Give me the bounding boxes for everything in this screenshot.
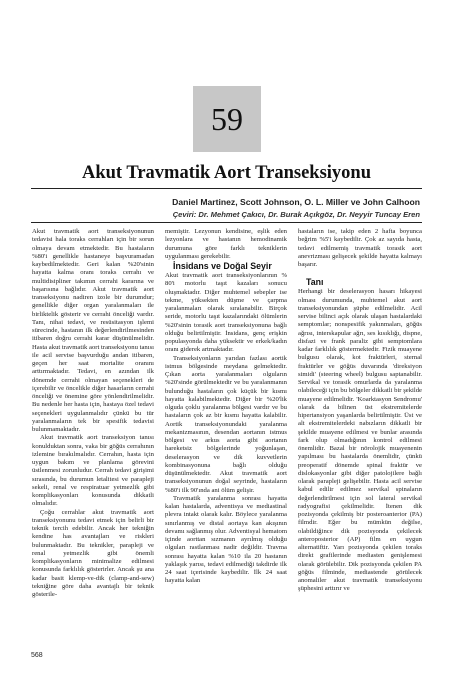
translators-line: Çeviri: Dr. Mehmet Çakıcı, Dr. Burak Açıkgöz, Dr. Neyyir Tuncay Eren <box>172 210 420 219</box>
title-rule-bottom <box>31 222 422 223</box>
paragraph: Akut travmatik aort transeksiyonlarının % 80'i motorlu taşıt kazaları sonucu oluşmaktadır. Diğer muhtemel sebepler ise tekme, yüksekten düşme ve çarpma yaralanmaları olarak sıralanabilir. Birçok seride, motorlu taşıt kazalarındaki ölümlerin %20'sinin torasik aort transeksiyonuna bağlı olduğu belirtilmiştir. İnsidans, genç erişkin populasyonda daha yüksektir ve erkek/kadın oranı giderek artmaktadır. <box>165 272 287 354</box>
chapter-number: 59 <box>211 100 243 137</box>
section-heading-incidence: İnsidans ve Doğal Seyir <box>173 261 272 271</box>
paragraph: memiştir. Lezyonun kendisine, eşlik eden lezyonlara ve hastanın hemodinamik durumuna göre farklı tekniklerin uygulanması gerekebilir. <box>165 228 287 260</box>
paragraph: Herhangi bir deselerasyon hasarı hikayesi olması durumunda, muhtemel akut aort transeksiyonundan şüphe edilmelidir. Acil servise bilinci açık olarak ulaşan hastalardaki semptomlar; nonspesifik yakınmaları, göğüs ağrısı, interskapular ağrı, ses kısıklığı, dispne, disfazi ve frank paraliz gibi semptomlara kadar farklılık göstermektedir. Fizik muayene bulgusu olarak, kot fraktürleri, sternal fraktürler ve göğüs duvarında 'direksiyon simidi' (steering wheel) bulgusu saptanabilir. Servikal ve torasik omurlarda da yaralanma olabileceği için bu bölgeler dikkatli bir şekilde muayene edilmelidir. 'Koarktasyon Sendromu' olarak da bilinen üst ekstremitelerde hipertansiyon yaşanlarda belirtilmiştir. Üst ve alt ekstremitelerdeki nabızların dikkatli bir şekilde muayene edilmesi ve bunlar arasında fark olup olmadığının kontrol edilmesi önemlidir. Bazal bir nörolojik muayenenin yapılması bu hastalarda önemlidir, çünkü preoperatif dönemde spinal fraktür ve dislokasyonlar gibi diğer patolojilere bağlı olarak parapleji gelişebilir. Hasta acil servise kabul edilir edilmez servikal spinaların değerlendirilmesi için sol lateral servikal radyografisi çekilmelidir. İtenen dik pozisyonda çekilmiş bir posteroanterior (PA) filmdir. Eğer bu mümkün değilse, olabildiğince dik pozisyonda çekilecek anteroposterior (AP) film en uygun alternatiftir. Yarı pozisyonda çekilen toraks direkt grafilerinde mediasten genişlemesi olarak görülebilir. Dik pozisyonda çekilen PA göğüs filminde, mediastende görülecek anomaliler akut travmatik transeksiyonu şüphesini arttırır ve <box>298 288 422 593</box>
page-number: 568 <box>31 652 43 659</box>
title-rule-top <box>31 188 422 189</box>
section-heading-diagnosis: Tanı <box>306 277 324 288</box>
column-right <box>298 228 422 594</box>
chapter-number-box <box>193 86 261 152</box>
column-left <box>32 228 154 599</box>
paragraph: Akut travmatik aort transeksiyon tanısı konulduktan sonra, vaka bir göğüs cerrahının izlemine bırakılmalıdır. Cerrahın, hasta için uygun bakım ve planlama görevini üstlenmesi zorunludur. Cerrah tedavi girişimi sırasında, bu durumun letalitesi ve parapleji sekeli, renal ve respiratuar yetmezlik gibi komplikasyonları konusunda dikkatli olmalıdır. <box>32 434 154 508</box>
column-middle <box>165 228 287 586</box>
paragraph: Transeksiyonların yarıdan fazlası aortik istmus bölgesinde meydana gelmektedir. Çıkan aorta yaralanmaları olguların %20'sinde görülmektedir ve bu yaralanmanın bulunduğu hastaların çok küçük bir kısmı hayatta kalabilmektedir. Diğer bir %20'lik olguda çoklu yaralanma bölgesi vardır ve bu hastaların çok az bir kısmı hayatta kalabilir. Aortik transeksiyonundaki yaralanma mekanizmasının, desendan aortanın istmus bölgesi ve arkus aorta gibi aortanın hareketsiz bölgelerinde yoğunlaşan, deselerasyon ve dik kuvvetlerin kombinasyonuna bağlı olduğu düşünülmektedir. Akut travmatik aort transeksiyonunun doğal seyrinde, hastaların %80'i ilk 90'ında ani ölüm gelişir. <box>165 354 287 494</box>
paragraph: Çoğu cerrahlar akut travmatik aort transeksiyonunu tedavi etmek için belirli bir teknik tercih edebilir. Ancak her tekniğin kendine has avantajları ve riskleri bulunmaktadır. Bu teknikler, parapleji ve renal yetmezlik gibi önemli komplikasyonların minimalize edilmesi konusunda farklılık gösterirler. Ancak şu ana kadar basit klemp-ve-dik (clamp-and-sew) tekniğine göre daha avantajlı bir teknik gösterile- <box>32 508 154 598</box>
authors-line: Daniel Martinez, Scott Johnson, O. L. Miller ve John Calhoon <box>172 197 420 207</box>
paragraph: Akut travmatik aort transeksiyonunun tedavisi hala toraks cerrahları için bir sorun olmaya devam etmektedir. Bu hastaların %80'i genellikle hastaneye başvuramadan kaybedilmektedir. Geri kalan %20'sinin hayatta kalma oranı toraks cerrahı ve multidisipliner takımın cerrahi kararına ve başarısına bağlıdır. Akut travmatik aort transeksiyonu nadiren izole bir durumdur; genellikle diğer organ yaralanmaları ile birliktelik gösterir ve cerrahi önceliği vardır. Tanı, nihai tedavi, ve resüsitasyon işlemi sürecinde, hastanın ilk değerlendirilmesinden itibaren doğru cerrahi karar düşünülmelidir. Hasta akut travmatik aort transeksiyonu tanısı ile acil servise başvurduğu andan itibaren, geçen her saat mortalite oranını arttırmaktadır. Tedavi, en azından ilk dönemde cerrahi olmayan seçenekleri de içerebilir ve öncelikle diğer hasarların cerrahi önceliği ve önemine göre yönlendirilmelidir. Bu nedenle her hasta için, hastaya özel tedavi seçenekleri uygulanmalıdır çünkü bu tür yaralanmaların tek bir spesifik tedavisi bulunmamaktadır. <box>32 228 154 433</box>
chapter-title: Akut Travmatik Aort Transeksiyonu <box>81 163 372 183</box>
paragraph: hastaların ise, takip eden 2 hafta boyunca beğrim %5'i kaybedilir. Çok az sayıda hasta, tedavi edilmemiş travmatik torasik aort anevrizması gelişecek şekilde hayatta kalmayı başarır. <box>298 228 422 268</box>
paragraph: Travmatik yaralanma sonrası hayatta kalan hastalarda, adventisya ve mediastinal plevra intakt olarak kalır. Böylece yaralanma sınırlanmış ve distal aortaya kan akışının devamı sağlanmış olur. Adventisyal hematom içinde aorttan sızmanın ayrılmış olduğu olguları rastlanması nadir değildir. Travma sonrası hayatta kalan %10 ila 20 hastanın yaklaşık yarısı, tedavi edilmediği takdirde ilk 24 saat içerisinde kaybedilir. İlk 24 saat hayatta kalan <box>165 494 287 585</box>
